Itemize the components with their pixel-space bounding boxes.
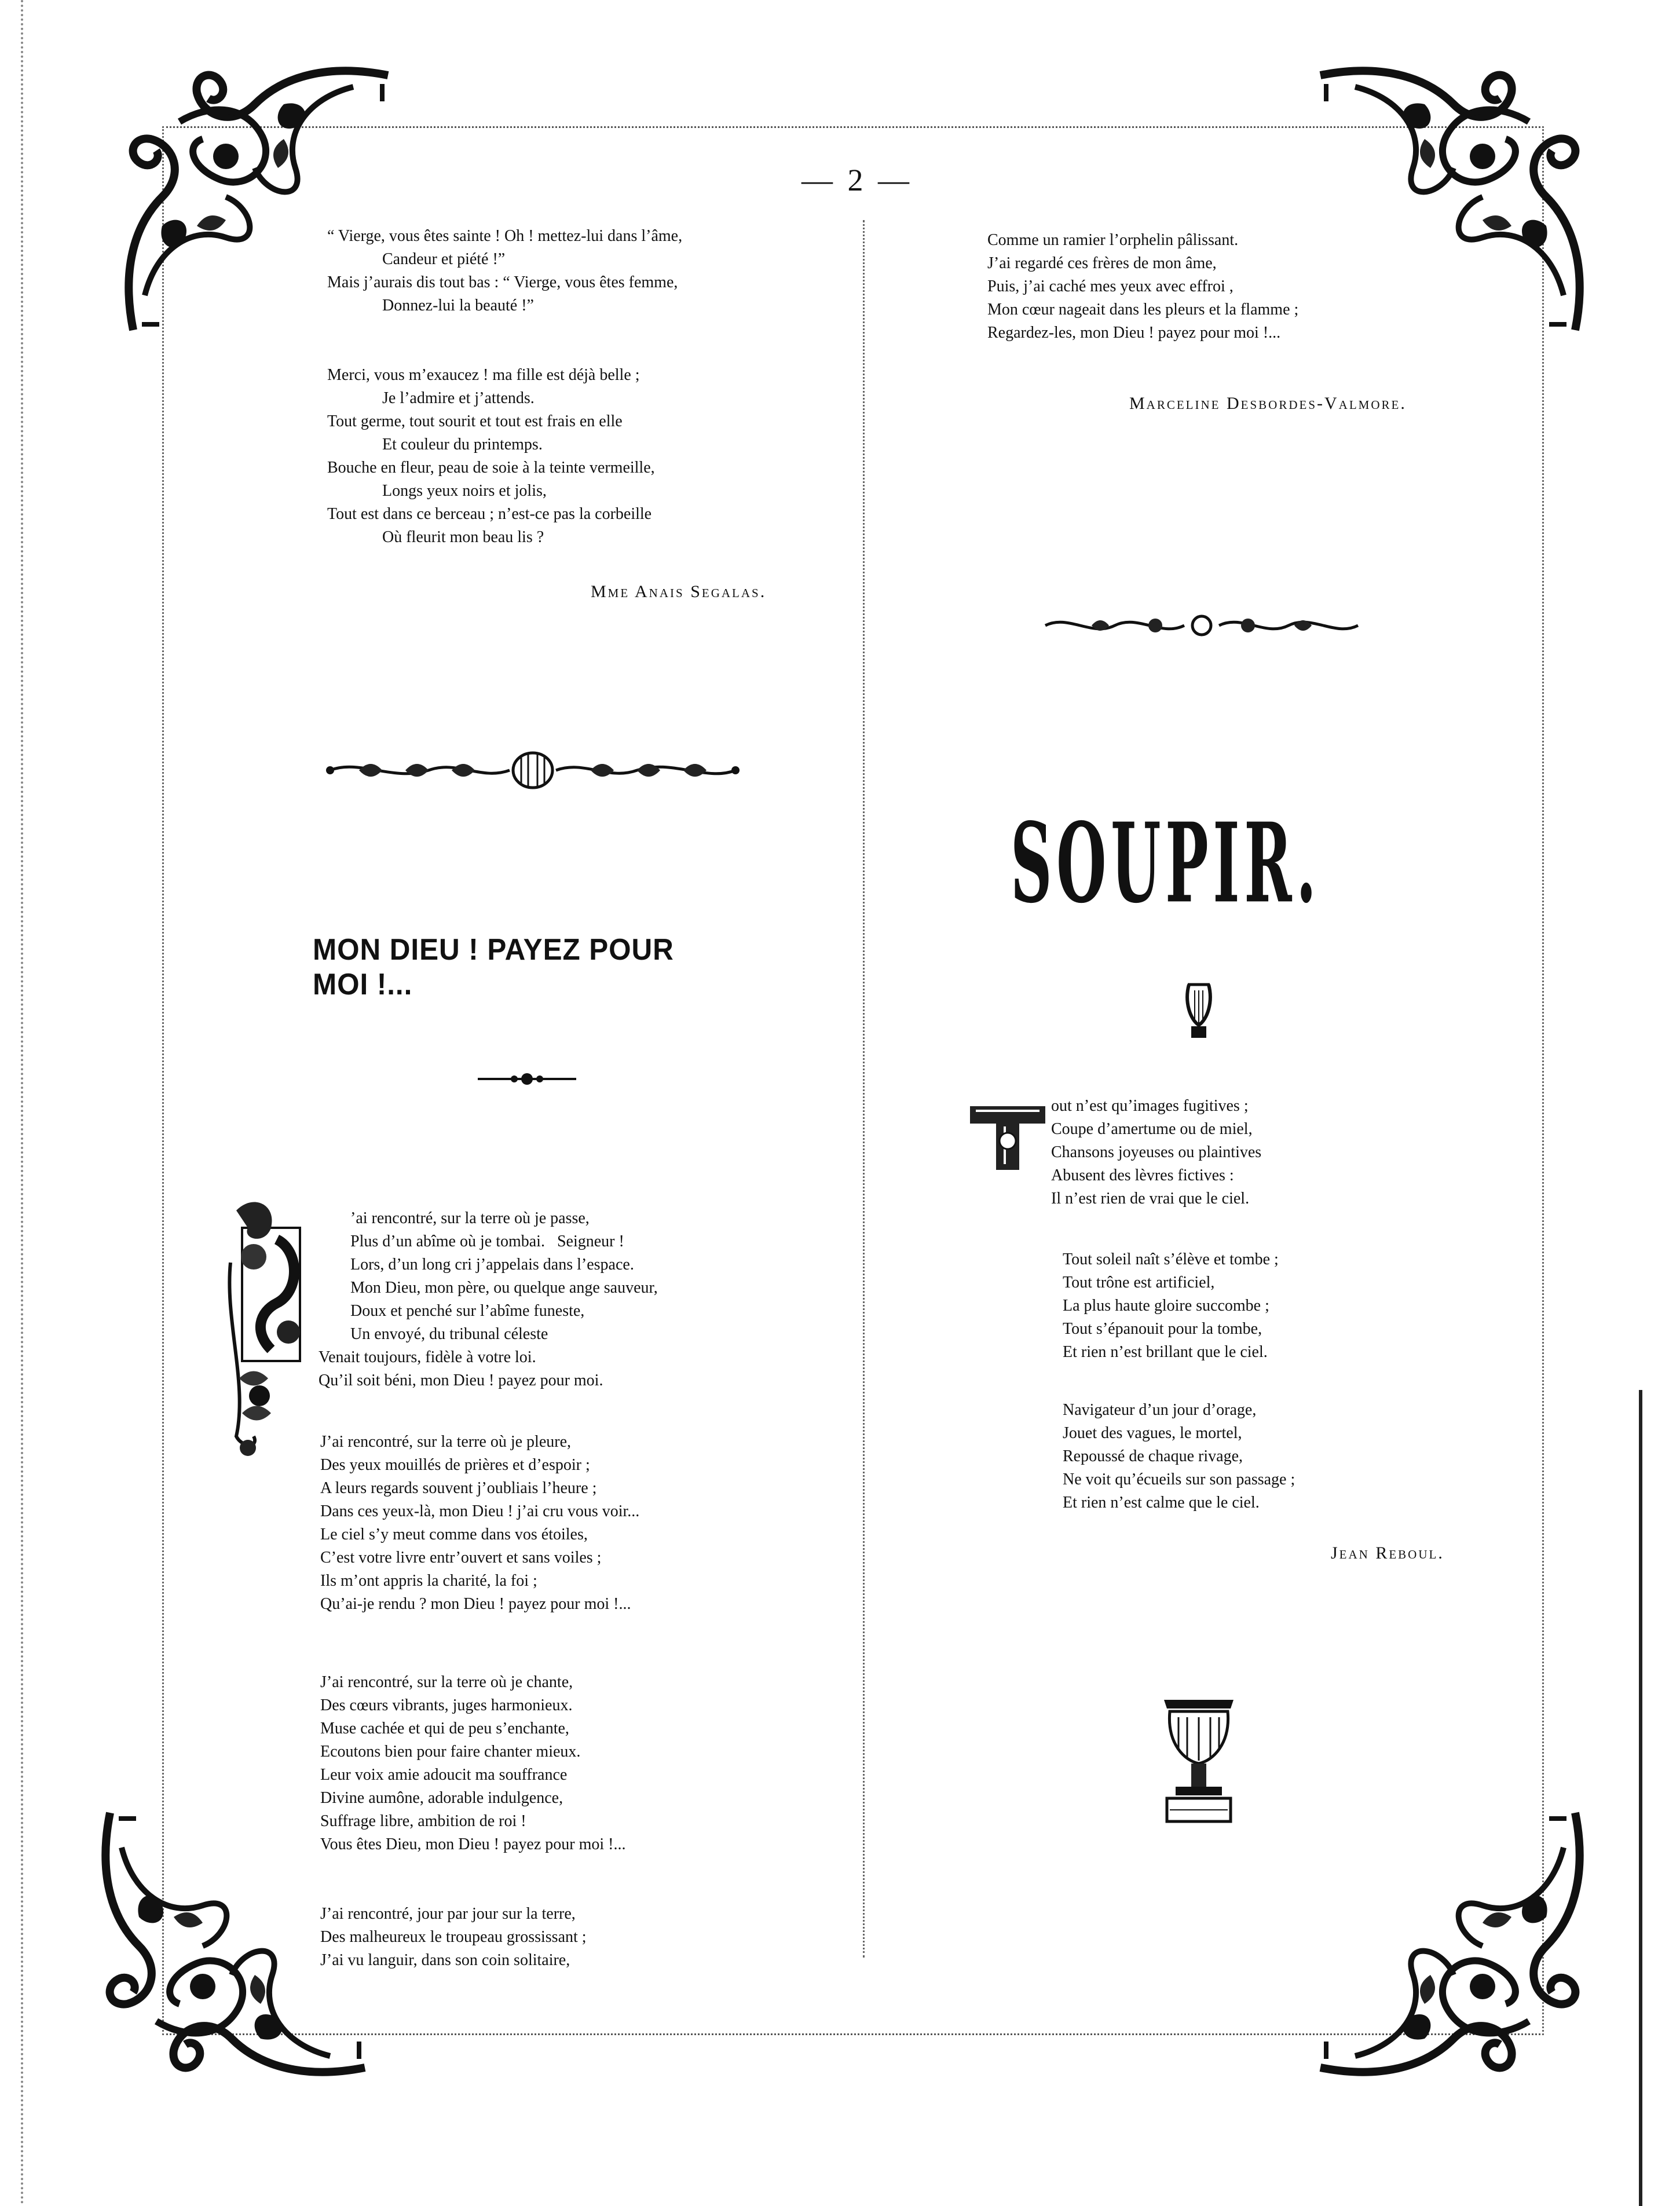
lyre-icon bbox=[1184, 979, 1213, 1042]
verse-line: Ecoutons bien pour faire chanter mieux. bbox=[320, 1743, 581, 1761]
verse-line: Navigateur d’un jour d’orage, bbox=[1063, 1401, 1257, 1419]
verse-line: Muse cachée et qui de peu s’enchante, bbox=[320, 1720, 569, 1737]
verse-line: out n’est qu’images fugitives ; bbox=[1051, 1097, 1249, 1115]
page-number: — 2 — bbox=[801, 163, 913, 197]
verse-line: C’est votre livre entr’ouvert et sans voiles ; bbox=[320, 1549, 602, 1567]
verse-line: Comme un ramier l’orphelin pâlissant. bbox=[987, 231, 1239, 249]
verse-line bbox=[327, 317, 682, 341]
scroll-divider-icon bbox=[1040, 608, 1364, 643]
verse-line: Doux et penché sur l’abîme funeste, bbox=[350, 1302, 585, 1320]
verse-line: Où fleurit mon beau lis ? bbox=[382, 528, 544, 546]
verse-line: Leur voix amie adoucit ma souffrance bbox=[320, 1766, 568, 1784]
verse-line: Divine aumône, adorable indulgence, bbox=[320, 1789, 563, 1807]
verse-line: Suffrage libre, ambition de roi ! bbox=[320, 1812, 526, 1830]
verse-line: A leurs regards souvent j’oubliais l’heure ; bbox=[320, 1479, 597, 1497]
verse-line: Qu’ai-je rendu ? mon Dieu ! payez pour moi !... bbox=[320, 1595, 631, 1613]
stanza-soupir-3 bbox=[1063, 1399, 1295, 1514]
verse-line: Et rien n’est brillant que le ciel. bbox=[1063, 1343, 1268, 1361]
verse-line: La plus haute gloire succombe ; bbox=[1063, 1297, 1269, 1315]
verse-line: Des malheureux le troupeau grossissant ; bbox=[320, 1928, 587, 1946]
verse-line: Merci, vous m’exaucez ! ma fille est déjà belle ; bbox=[327, 366, 640, 384]
stanza-mon-dieu-1 bbox=[319, 1207, 658, 1392]
verse-line: Mon cœur nageait dans les pleurs et la flamme ; bbox=[987, 301, 1299, 319]
verse-line: Repoussé de chaque rivage, bbox=[1063, 1447, 1243, 1465]
verse-line: J’ai rencontré, sur la terre où je chante, bbox=[320, 1673, 573, 1691]
page-edge-left bbox=[21, 0, 23, 2206]
page-edge-right bbox=[1639, 1390, 1642, 2206]
stanza-mon-dieu-end bbox=[987, 229, 1298, 345]
stanza-soupir-1 bbox=[1051, 1095, 1261, 1210]
verse-line: Bouche en fleur, peau de soie à la teinte vermeille, bbox=[327, 459, 655, 477]
verse-line: Venait toujours, fidèle à votre loi. bbox=[319, 1348, 536, 1366]
verse-line: Regardez-les, mon Dieu ! payez pour moi !... bbox=[987, 324, 1281, 342]
verse-line: J’ai rencontré, jour par jour sur la terre, bbox=[320, 1905, 576, 1923]
verse-line: Tout germe, tout sourit et tout est frais en elle bbox=[327, 412, 623, 430]
stanza-mon-dieu-4 bbox=[320, 1903, 587, 1972]
verse-line: J’ai vu languir, dans son coin solitaire, bbox=[320, 1951, 570, 1969]
verse-line: Tout trône est artificiel, bbox=[1063, 1274, 1215, 1292]
small-rule-icon bbox=[475, 1070, 579, 1088]
verse-line: J’ai regardé ces frères de mon âme, bbox=[987, 254, 1217, 272]
verse-line: Donnez-lui la beauté !” bbox=[382, 297, 534, 314]
stanza-mon-dieu-3 bbox=[320, 1671, 626, 1856]
verse-line: Jouet des vagues, le mortel, bbox=[1063, 1424, 1242, 1442]
verse-line: Tout soleil naît s’élève et tombe ; bbox=[1063, 1250, 1279, 1268]
author-desbordes-valmore: Marceline Desbordes-Valmore. bbox=[1129, 394, 1407, 413]
verse-line: Coupe d’amertume ou de miel, bbox=[1051, 1120, 1253, 1138]
verse-line: Ne voit qu’écueils sur son passage ; bbox=[1063, 1470, 1295, 1488]
verse-line bbox=[327, 341, 682, 364]
verse-line: Le ciel s’y meut comme dans vos étoiles, bbox=[320, 1525, 588, 1543]
verse-line: Mon Dieu, mon père, ou quelque ange sauveur, bbox=[350, 1279, 658, 1297]
poem-title-mon-dieu: MON DIEU ! PAYEZ POUR MOI !... bbox=[313, 933, 674, 1001]
corner-ornament-top-right bbox=[1297, 52, 1598, 353]
verse-line: Vous êtes Dieu, mon Dieu ! payez pour moi !... bbox=[320, 1835, 626, 1853]
vine-divider-icon bbox=[324, 747, 741, 793]
verse-line: Qu’il soit béni, mon Dieu ! payez pour moi. bbox=[319, 1371, 603, 1389]
column-divider bbox=[863, 220, 865, 1958]
verse-line: Des cœurs vibrants, juges harmonieux. bbox=[320, 1696, 573, 1714]
verse-line: Tout s’épanouit pour la tombe, bbox=[1063, 1320, 1262, 1338]
author-reboul: Jean Reboul. bbox=[1331, 1543, 1444, 1563]
verse-line: Candeur et piété !” bbox=[382, 250, 506, 268]
verse-line: Puis, j’ai caché mes yeux avec effroi , bbox=[987, 277, 1234, 295]
verse-line: Longs yeux noirs et jolis, bbox=[382, 482, 547, 500]
stanza-mon-dieu-2 bbox=[320, 1431, 639, 1616]
verse-line: ’ai rencontré, sur la terre où je passe, bbox=[350, 1209, 590, 1227]
verse-line: Abusent des lèvres fictives : bbox=[1051, 1166, 1234, 1184]
verse-line: Ils m’ont appris la charité, la foi ; bbox=[320, 1572, 537, 1590]
urn-icon bbox=[1155, 1691, 1242, 1824]
verse-line: Chansons joyeuses ou plaintives bbox=[1051, 1143, 1262, 1161]
verse-line: Et rien n’est calme que le ciel. bbox=[1063, 1494, 1260, 1512]
verse-line: Des yeux mouillés de prières et d’espoir ; bbox=[320, 1456, 590, 1474]
verse-line: Il n’est rien de vrai que le ciel. bbox=[1051, 1190, 1250, 1208]
verse-line: Plus d’un abîme où je tombai. Seigneur ! bbox=[350, 1232, 624, 1250]
poem-title-soupir: SOUPIR. bbox=[1011, 799, 1321, 928]
verse-line: Je l’admire et j’attends. bbox=[382, 389, 535, 407]
verse-line: Et couleur du printemps. bbox=[382, 436, 543, 453]
verse-line: Un envoyé, du tribunal céleste bbox=[350, 1325, 548, 1343]
stanza-soupir-2 bbox=[1063, 1248, 1279, 1364]
verse-line: Mais j’aurais dis tout bas : “ Vierge, vous êtes femme, bbox=[327, 273, 678, 291]
verse-line: Tout est dans ce berceau ; n’est-ce pas la corbeille bbox=[327, 505, 652, 523]
verse-line: J’ai rencontré, sur la terre où je pleure, bbox=[320, 1433, 572, 1451]
verse-line: Dans ces yeux-là, mon Dieu ! j’ai cru vous voir... bbox=[320, 1502, 640, 1520]
verse-line: Lors, d’un long cri j’appelais dans l’espace. bbox=[350, 1256, 634, 1274]
author-segalas: Mme Anais Segalas. bbox=[591, 582, 767, 601]
verse-line: “ Vierge, vous êtes sainte ! Oh ! mettez-lui dans l’âme, bbox=[327, 227, 683, 245]
poem-segalas bbox=[327, 225, 682, 549]
dropcap-t-icon bbox=[964, 1100, 1051, 1176]
corner-ornament-bottom-right bbox=[1297, 1790, 1598, 2091]
floral-dropcap-j-icon bbox=[225, 1193, 312, 1459]
